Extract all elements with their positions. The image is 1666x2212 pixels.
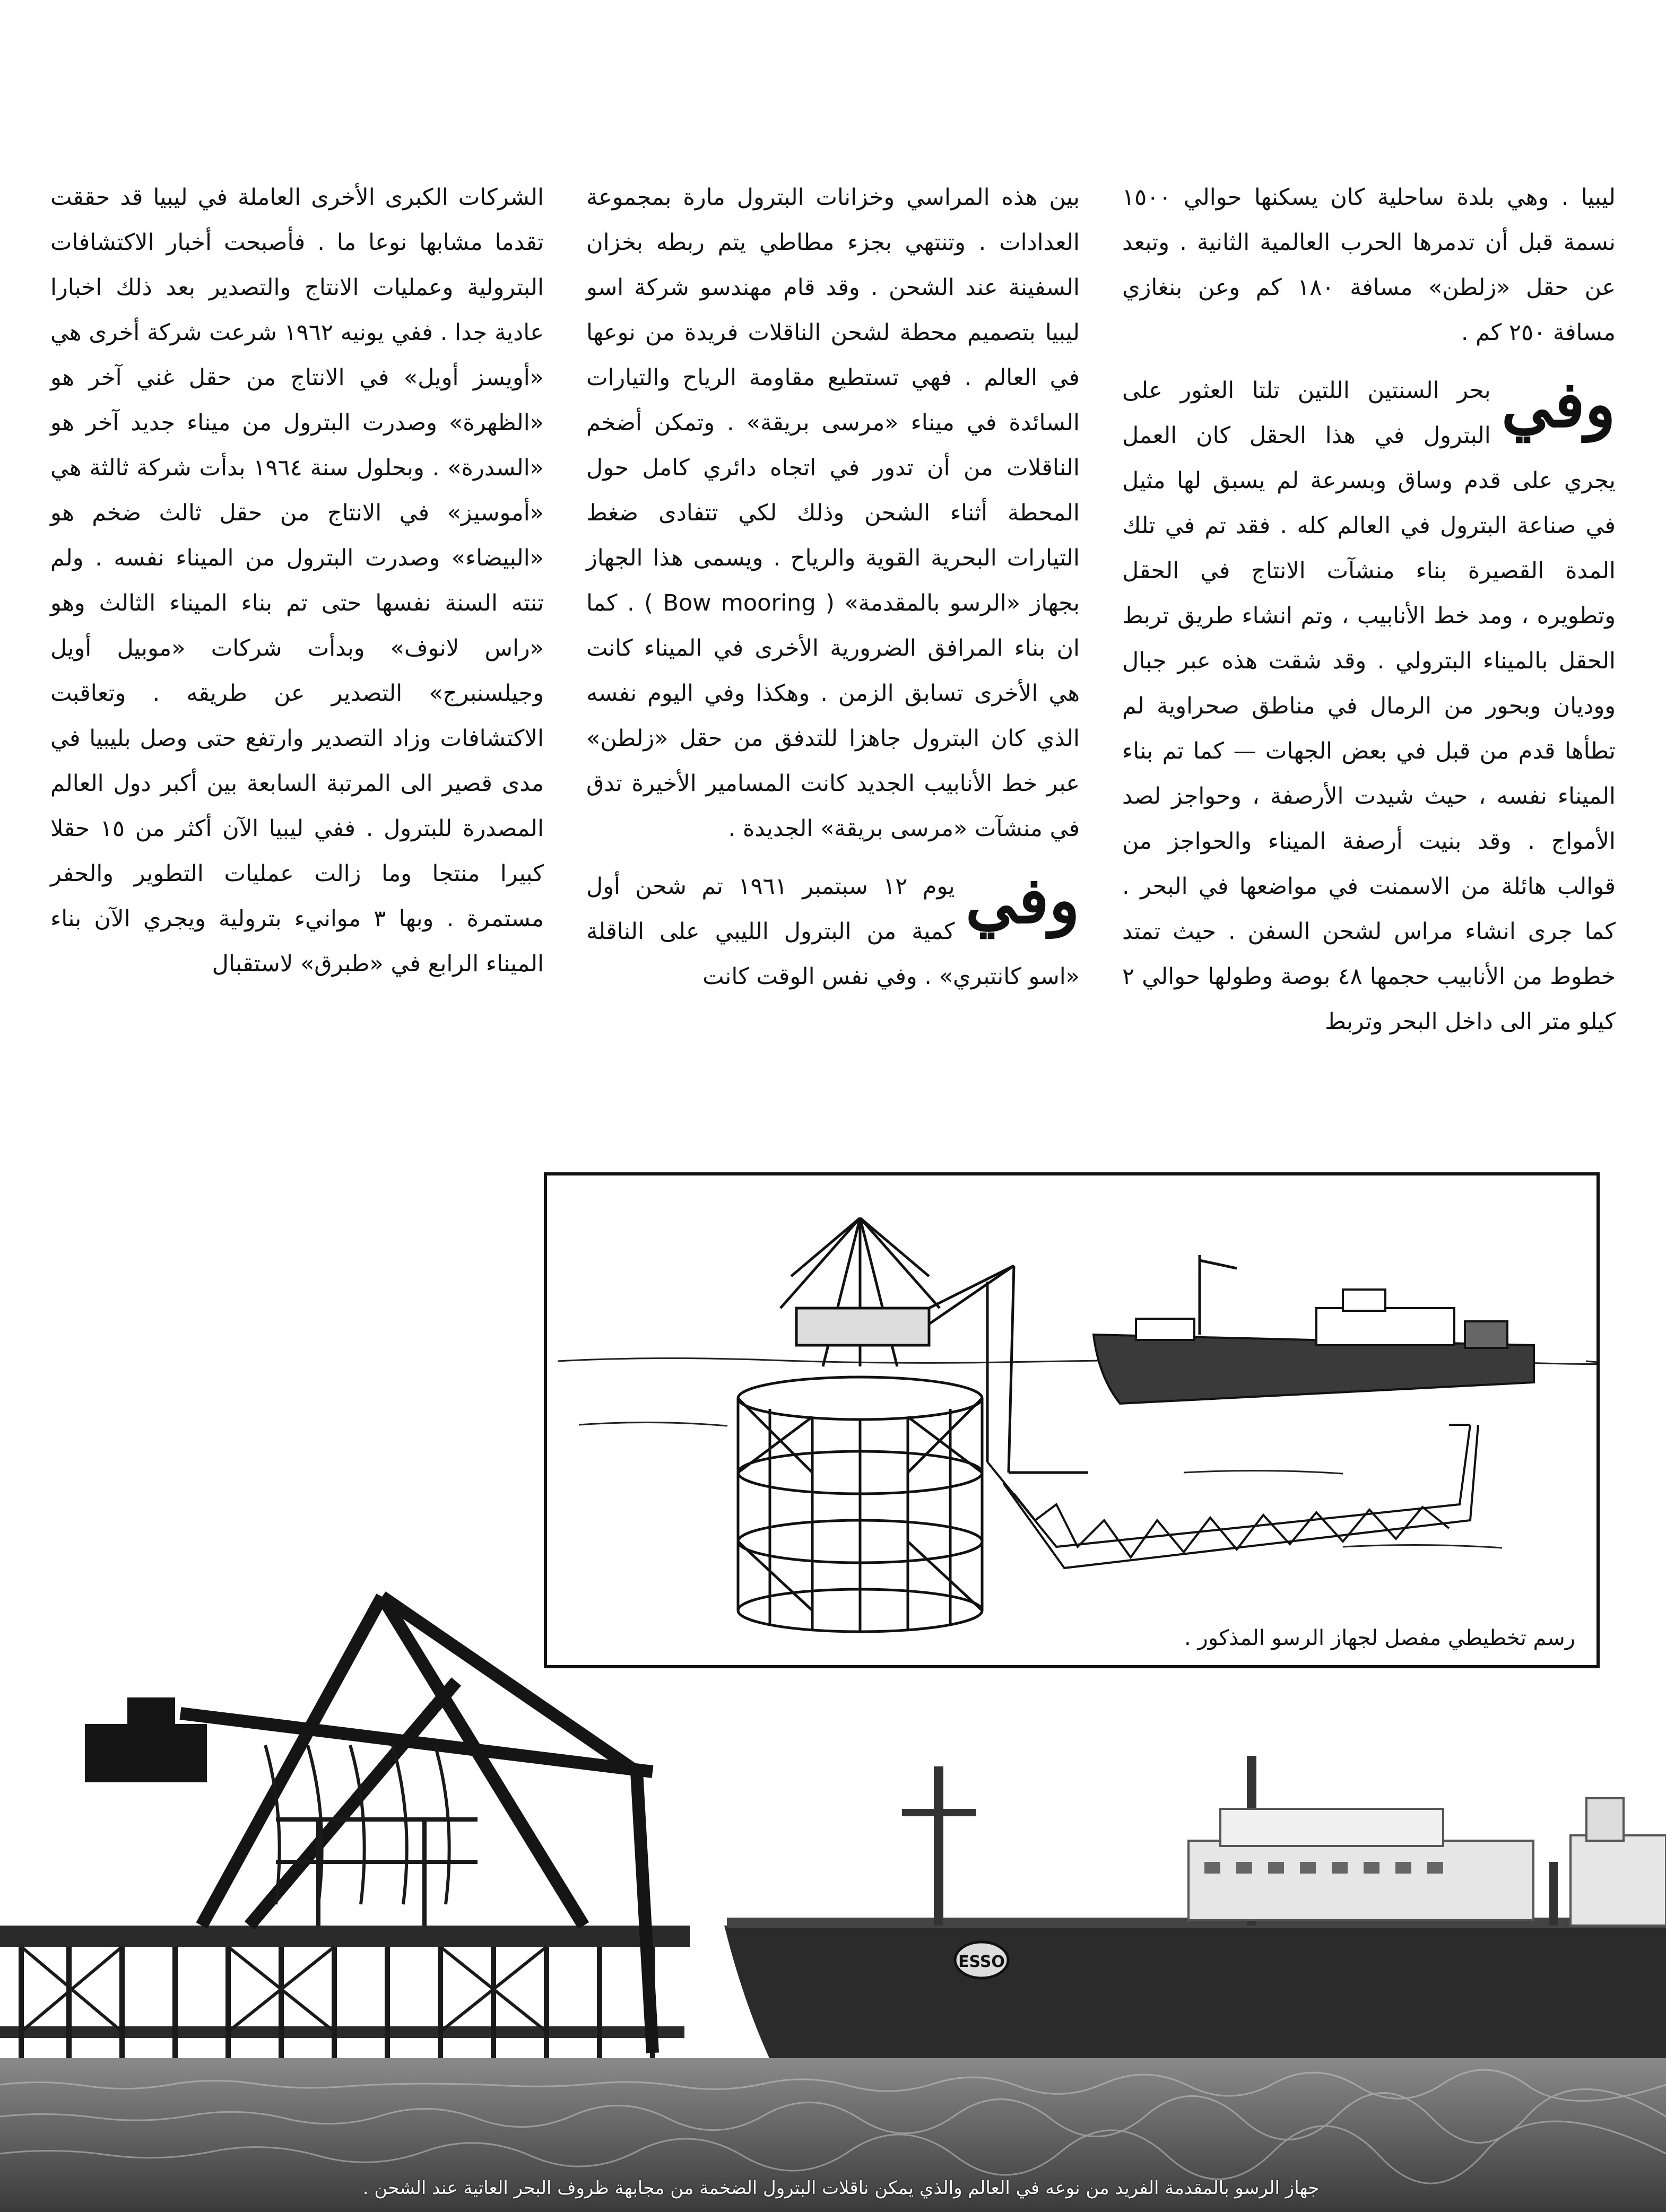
drop-cap: وفي (1501, 367, 1616, 442)
paragraph (1122, 368, 1616, 1044)
text-column-middle (586, 175, 1080, 1072)
paragraph-text: بين هذه المراسي وخزانات البترول مارة بمجموعة العدادات . وتنتهي بجزء مطاطي يتم ربطه بخزان السفينة عند الشحن . وقد قام مهندسو شركة اسو ليبيا بتصميم محطة لشحن الناقلات فريدة من نوعها في العالم . فهي تستطيع مقاومة الرياح والتيارات السائدة في ميناء «مرسى بريقة» . وتمكن أضخم الناقلات من أن تدور في اتجاه دائري كامل حول المحطة أثناء الشحن وذلك لكي تتفادى ضغط التيارات البحرية القوية والرياح . ويسمى هذا الجهاز بجهاز «الرسو بالمقدمة» ( Bow mooring ) . كما ان بناء المرافق الضرورية الأخرى في الميناء كانت هي الأخرى تسابق الزمن . وهكذا وفي اليوم نفسه الذي كان البترول جاهزا للتدفق من حقل «زلطن» عبر خط الأنابيب الجديد كانت المسامير الأخيرة تدق في منشآت «مرسى بريقة» الجديدة . (586, 184, 1080, 842)
diagram-illustration (547, 1175, 1596, 1665)
diagram-hose (987, 1425, 1478, 1568)
diagram-crane (780, 1218, 1088, 1473)
diagram-caption: رسم تخطيطي مفصل لجهاز الرسو المذكور . (1184, 1626, 1575, 1650)
article-text (50, 175, 1616, 1072)
drop-cap: وفي (965, 863, 1080, 938)
diagram-cage (738, 1377, 982, 1632)
paragraph (50, 175, 544, 987)
diagram-tanker (1094, 1255, 1534, 1404)
esso-logo-text: ESSO (958, 1953, 1005, 1971)
text-column-left (50, 175, 544, 1072)
paragraph-text: بحر السنتين اللتين تلتا العثور على البترول في هذا الحقل كان العمل يجري على قدم وساق وبسرعة لم يسبق لها مثيل في صناعة البترول في العالم كله . فقد تم في تلك المدة القصيرة بناء منشآت الانتاج في الحقل وتطويره ، ومد خط الأنابيب ، وتم انشاء طريق تربط الحقل بالميناء البترولي . وقد شقت هذه عبر جبال ووديان وبحور من الرمال في مناطق صحراوية لم تطأها قدم من قبل في بعض الجهات — كما تم بناء الميناء نفسه ، حيث شيدت الأرصفة ، وحواجز لصد الأمواج . وقد بنيت أرصفة الميناء والحواجز من قوالب هائلة من الاسمنت في مواضعها في البحر . كما جرى انشاء مراس لشحن السفن . حيث تمتد خطوط من الأنابيب حجمها ٤٨ بوصة وطولها حوالي ٢ كيلو متر الى داخل البحر وتربط (1122, 377, 1616, 1035)
photo-caption: جهاز الرسو بالمقدمة الفريد من نوعه في العالم والذي يمكن ناقلات البترول الضخمة من مجابهة ظروف البحر العاتية عند الشحن . (362, 2178, 1320, 2199)
paragraph (586, 175, 1080, 851)
paragraph (1122, 175, 1616, 355)
paragraph-text: يوم ١٢ سبتمبر ١٩٦١ تم شحن أول كمية من البترول الليبي على الناقلة «اسو كانتبري» . وفي نفس الوقت كانت (586, 873, 1080, 990)
paragraph-text: الشركات الكبرى الأخرى العاملة في ليبيا قد حققت تقدما مشابها نوعا ما . فأصبحت أخبار الاكتشافات البترولية وعمليات الانتاج والتصدير بعد ذلك اخبارا عادية جدا . ففي يونيه ١٩٦٢ شرعت شركة أخرى هي «أويسز أويل» في الانتاج من حقل غني آخر هو «الظهرة» وصدرت البترول من ميناء جديد آخر هو «السدرة» . وبحلول سنة ١٩٦٤ بدأت شركة ثالثة هي «أموسيز» في الانتاج من حقل ثالث ضخم هو «البيضاء» وصدرت البترول من الميناء نفسه . ولم تنته السنة نفسها حتى تم بناء الميناء الثالث وهو «راس لانوف» وبدأت شركات «موبيل أويل وجيلسنبرج» التصدير عن طريقه . وتعاقبت الاكتشافات وزاد التصدير وارتفع حتى وصل بليبيا في مدى قصير الى المرتبة السابعة بين أكبر دول العالم المصدرة للبترول . ففي ليبيا الآن أكثر من ١٥ حقلا كبيرا منتجا وما زالت عمليات التطوير والحفر مستمرة . وبها ٣ موانيء بترولية ويجري الآن بناء الميناء الرابع في «طبرق» لاستقبال (50, 184, 544, 977)
paragraph (586, 864, 1080, 999)
text-column-right (1122, 175, 1616, 1072)
mooring-diagram (544, 1172, 1600, 1668)
paragraph-text: ليبيا . وهي بلدة ساحلية كان يسكنها حوالي ١٥٠٠ نسمة قبل أن تدمرها الحرب العالمية الثانية . وتبعد عن حقل «زلطن» مسافة ١٨٠ كم وعن بنغازي مسافة ٢٥٠ كم . (1122, 184, 1616, 346)
